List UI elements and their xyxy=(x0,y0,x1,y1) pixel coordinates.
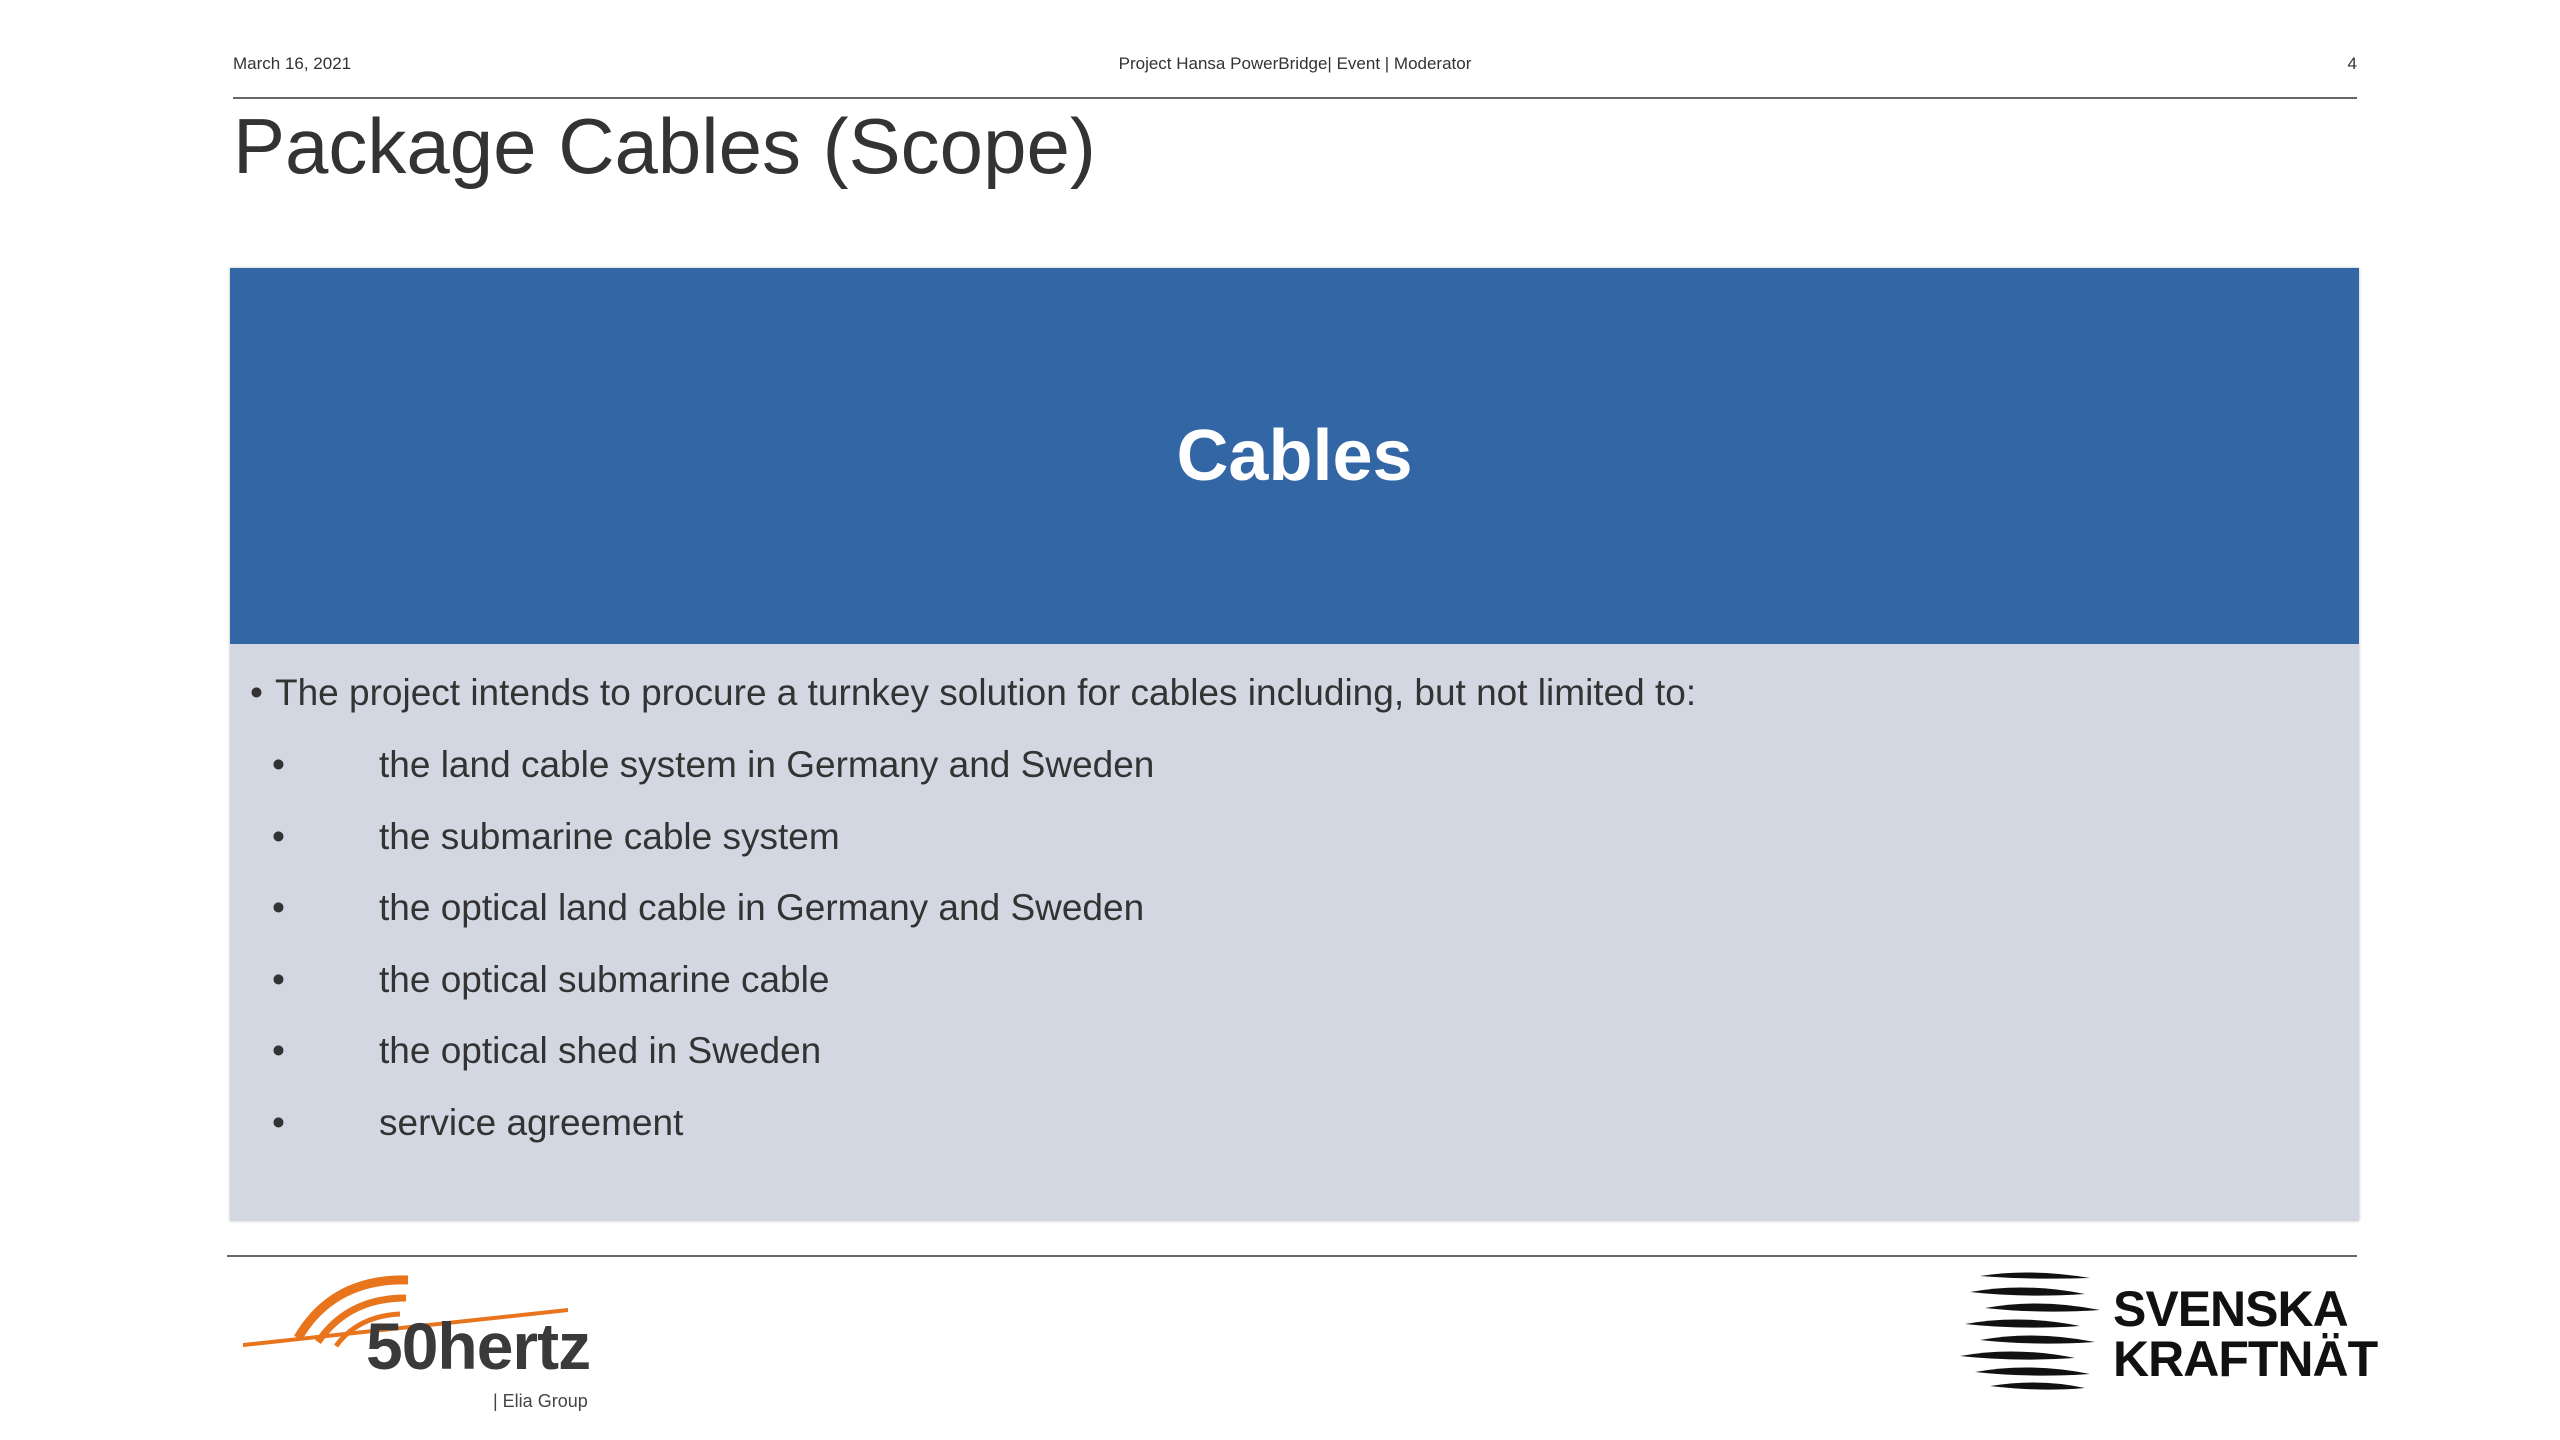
svenska-kraftnat-logo xyxy=(1950,1268,2378,1398)
50hertz-logo xyxy=(238,1268,618,1418)
intro-bullet xyxy=(250,672,1696,714)
header-page-number: 4 xyxy=(2347,54,2357,73)
footer-divider xyxy=(227,1255,2357,1257)
svenska-kraftnat-wordmark xyxy=(2113,1281,2378,1387)
bullet-icon: • xyxy=(272,744,285,785)
bullet-icon: • xyxy=(272,1030,285,1071)
50hertz-wordmark: 50hertz xyxy=(366,1309,591,1383)
bullet-icon: • xyxy=(250,672,263,713)
content-panel xyxy=(230,268,2359,1221)
slide-header xyxy=(233,50,2357,80)
50hertz-tagline: | Elia Group xyxy=(493,1391,588,1411)
list-item-text: the land cable system in Germany and Sweden xyxy=(379,744,1155,785)
bullet-icon: • xyxy=(272,1101,285,1143)
list-item-text: the optical submarine cable xyxy=(379,958,830,1000)
bullet-icon: • xyxy=(272,958,285,1000)
wordmark-line-2: KRAFTNÄT xyxy=(2113,1331,2378,1387)
wordmark-line-1: SVENSKA xyxy=(2113,1281,2348,1337)
svenska-stripes-icon xyxy=(1950,1268,2110,1393)
panel-body xyxy=(230,644,2359,1221)
list-item-text: the submarine cable system xyxy=(379,815,840,857)
header-project-info: Project Hansa PowerBridge| Event | Moderator xyxy=(1118,54,1472,73)
header-divider xyxy=(233,97,2357,99)
panel-heading: Cables xyxy=(1176,416,1413,496)
list-item-text: service agreement xyxy=(379,1101,684,1143)
panel-header xyxy=(230,268,2359,644)
list-item-text: the optical shed in Sweden xyxy=(379,1030,822,1071)
bullet-icon: • xyxy=(272,815,285,857)
slide-title: Package Cables (Scope) xyxy=(233,102,1096,190)
bullet-icon: • xyxy=(272,887,285,928)
header-date: March 16, 2021 xyxy=(233,54,352,73)
intro-text: The project intends to procure a turnkey solution for cables including, but not limited to: xyxy=(274,672,1697,713)
list-item-text: the optical land cable in Germany and Sweden xyxy=(379,887,1145,928)
